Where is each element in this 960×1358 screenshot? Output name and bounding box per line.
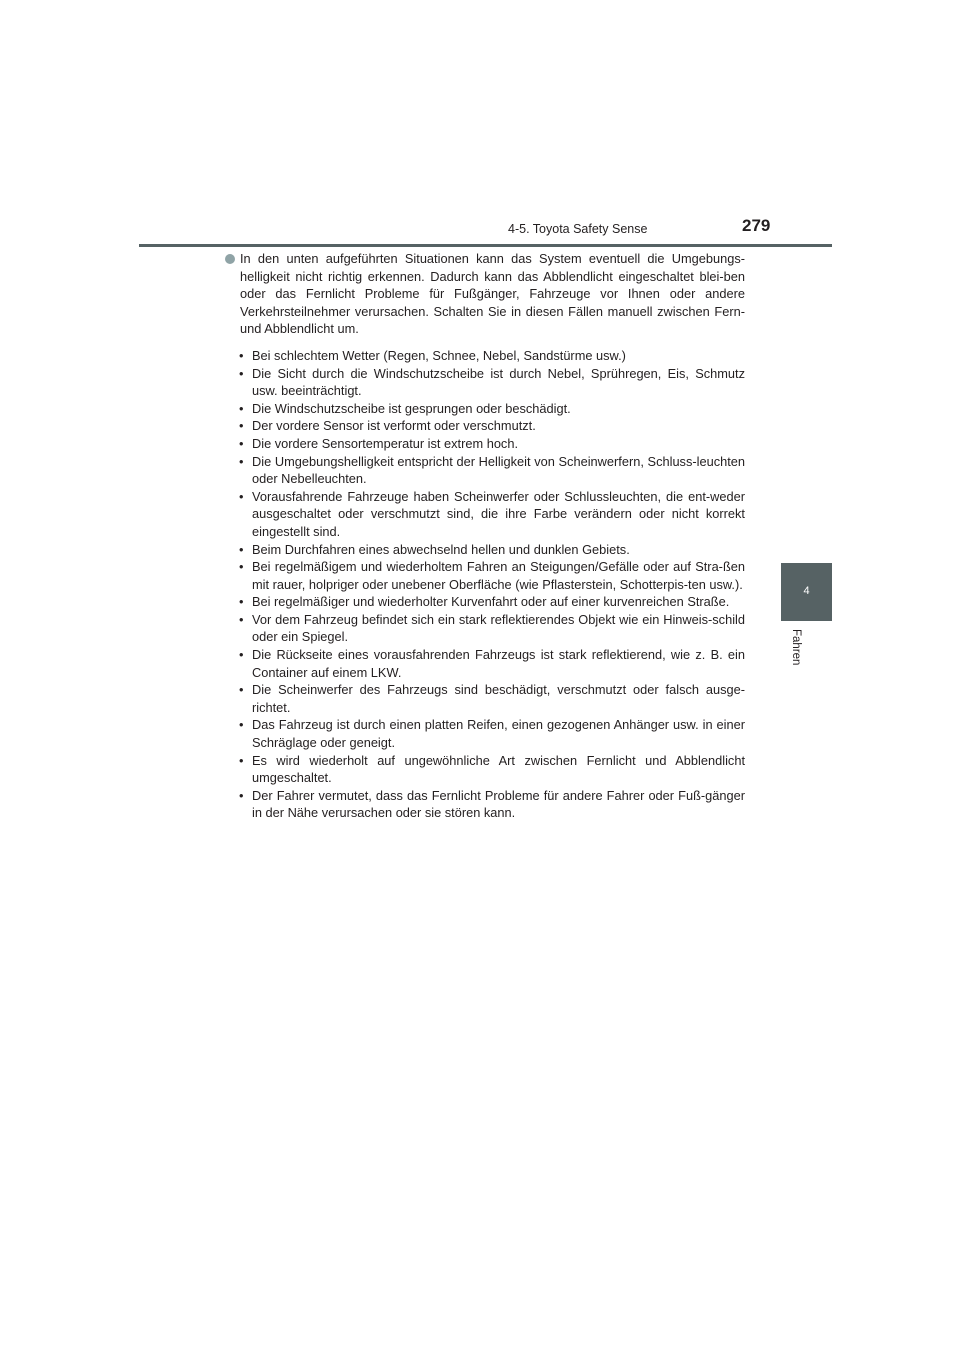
page-number: 279 bbox=[742, 216, 771, 235]
list-item-text: Der Fahrer vermutet, dass das Fernlicht Probleme für andere Fahrer oder Fuß-gänger in der Nähe verursachen oder sie stören kann. bbox=[252, 787, 745, 821]
list-item bbox=[225, 488, 745, 541]
list-item-text: Die Rückseite eines vorausfahrenden Fahrzeugs ist stark reflektierend, wie z. B. ein Container auf einem LKW. bbox=[252, 647, 745, 680]
list-bullet: • bbox=[239, 559, 244, 575]
list-item-text: Vor dem Fahrzeug befindet sich ein stark reflektierendes Objekt wie ein Hinweis-schild oder ein Spiegel. bbox=[252, 611, 745, 645]
intro-paragraph bbox=[225, 250, 745, 338]
section-header: 4-5. Toyota Safety Sense bbox=[508, 222, 648, 236]
list-item-text: Bei schlechtem Wetter (Regen, Schnee, Nebel, Sandstürme usw.) bbox=[252, 347, 626, 363]
list-item-text: Die Scheinwerfer des Fahrzeugs sind beschädigt, verschmutzt oder falsch ausge-richtet. bbox=[252, 682, 745, 715]
list-item bbox=[225, 787, 745, 822]
list-item-text: Es wird wiederholt auf ungewöhnliche Art zwischen Fernlicht und Abblendlicht umgeschaltet. bbox=[252, 752, 745, 786]
list-bullet: • bbox=[239, 488, 244, 504]
list-bullet: • bbox=[239, 611, 244, 627]
list-item-text: Das Fahrzeug ist durch einen platten Reifen, einen gezogenen Anhänger usw. in einer Schräglage oder geneigt. bbox=[252, 717, 745, 751]
situation-list bbox=[225, 347, 745, 822]
list-item bbox=[225, 347, 745, 365]
list-item bbox=[225, 646, 745, 681]
list-bullet: • bbox=[239, 365, 244, 381]
list-item bbox=[225, 681, 745, 716]
list-item-text: Vorausfahrende Fahrzeuge haben Scheinwerfer oder Schlussleuchten, die ent-weder ausgeschaltet oder verschmutzt sind, die ihre Farbe verändern oder nicht korrekt eingestellt sind. bbox=[252, 488, 745, 539]
list-item bbox=[225, 435, 745, 453]
chapter-tab bbox=[781, 563, 832, 621]
list-bullet: • bbox=[239, 418, 244, 434]
list-item bbox=[225, 541, 745, 559]
bullet-dot-icon bbox=[225, 254, 235, 264]
list-item-text: Beim Durchfahren eines abwechselnd hellen und dunklen Gebiets. bbox=[252, 541, 630, 557]
main-content bbox=[225, 250, 745, 822]
header-divider bbox=[139, 244, 832, 247]
list-bullet: • bbox=[239, 400, 244, 416]
chapter-tab-number: 4 bbox=[803, 585, 810, 597]
list-bullet: • bbox=[239, 541, 244, 557]
list-item bbox=[225, 417, 745, 435]
list-item-text: Die Sicht durch die Windschutzscheibe ist durch Nebel, Sprühregen, Eis, Schmutz usw. beeinträchtigt. bbox=[252, 365, 745, 399]
list-item bbox=[225, 400, 745, 418]
intro-text: In den unten aufgeführten Situationen kann das System eventuell die Umgebungs-helligkeit nicht richtig erkennen. Dadurch kann das Abblendlicht eingeschaltet blei-ben oder das Fernlicht Probleme für Fußgänger, Fahrzeuge vor Ihnen oder andere Verkehrsteilnehmer verursachen. Schalten Sie in diesen Fällen manuell zwischen Fern- und Abblendlicht um. bbox=[240, 251, 745, 337]
list-item bbox=[225, 593, 745, 611]
list-bullet: • bbox=[239, 594, 244, 610]
list-item-text: Bei regelmäßigem und wiederholtem Fahren an Steigungen/Gefälle oder auf Stra-ßen mit rauer, holpriger oder unebener Oberfläche (wie Pflasterstein, Schotterpis-ten usw.). bbox=[252, 559, 745, 592]
list-item bbox=[225, 558, 745, 593]
list-bullet: • bbox=[239, 647, 244, 663]
list-item bbox=[225, 716, 745, 751]
list-bullet: • bbox=[239, 787, 244, 803]
list-bullet: • bbox=[239, 682, 244, 698]
list-item-text: Die Umgebungshelligkeit entspricht der Helligkeit von Scheinwerfern, Schluss-leuchten oder Nebelleuchten. bbox=[252, 453, 745, 487]
list-bullet: • bbox=[239, 752, 244, 768]
list-item-text: Die vordere Sensortemperatur ist extrem hoch. bbox=[252, 435, 519, 451]
list-item-text: Bei regelmäßiger und wiederholter Kurvenfahrt oder auf einer kurvenreichen Straße. bbox=[252, 594, 730, 610]
list-item-text: Der vordere Sensor ist verformt oder verschmutzt. bbox=[252, 418, 536, 434]
list-bullet: • bbox=[239, 435, 244, 451]
chapter-tab-label: Fahren bbox=[790, 629, 802, 666]
list-bullet: • bbox=[239, 717, 244, 733]
list-bullet: • bbox=[239, 453, 244, 469]
list-item bbox=[225, 611, 745, 646]
list-item bbox=[225, 752, 745, 787]
list-bullet: • bbox=[239, 347, 244, 363]
list-item-text: Die Windschutzscheibe ist gesprungen oder beschädigt. bbox=[252, 400, 571, 416]
list-item bbox=[225, 365, 745, 400]
list-item bbox=[225, 453, 745, 488]
